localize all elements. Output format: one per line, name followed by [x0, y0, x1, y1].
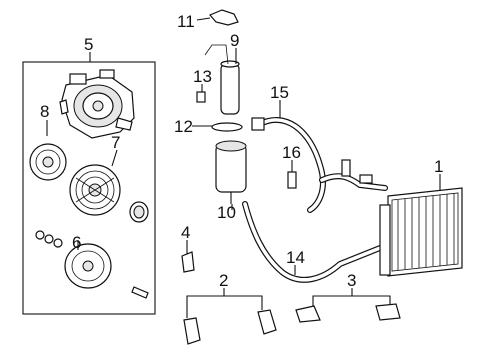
callout-6: 6	[72, 233, 82, 252]
callout-13: 13	[193, 67, 212, 86]
callout-10: 10	[217, 203, 236, 222]
callout-5: 5	[84, 35, 94, 54]
condenser	[380, 174, 462, 276]
clamp-ring	[192, 123, 242, 131]
callout-9: 9	[230, 31, 240, 50]
shims	[36, 231, 62, 247]
receiver-drier	[216, 141, 246, 204]
hose-brackets-left	[184, 288, 276, 344]
compressor-bolt	[132, 287, 148, 298]
clutch-hub	[30, 144, 66, 180]
pressure-valve	[288, 160, 296, 188]
hose-brackets-right	[296, 288, 400, 322]
callout-12: 12	[174, 117, 193, 136]
callout-3: 3	[347, 271, 357, 290]
callout-1: 1	[434, 157, 444, 176]
callout-4: 4	[181, 223, 191, 242]
callout-11: 11	[177, 12, 195, 31]
callout-15: 15	[270, 83, 289, 102]
liquid-line	[245, 204, 380, 280]
clutch-pulley	[70, 165, 120, 215]
bearing	[130, 202, 148, 222]
condenser-line	[322, 160, 385, 188]
callout-8: 8	[40, 102, 50, 121]
callout-2: 2	[219, 271, 229, 290]
callout-16: 16	[282, 143, 301, 162]
compressor	[60, 70, 134, 138]
callout-7: 7	[111, 133, 121, 152]
drier-bracket	[197, 10, 238, 25]
line-bracket	[182, 240, 194, 272]
switch-fitting	[197, 84, 205, 102]
callout-14: 14	[286, 248, 305, 267]
